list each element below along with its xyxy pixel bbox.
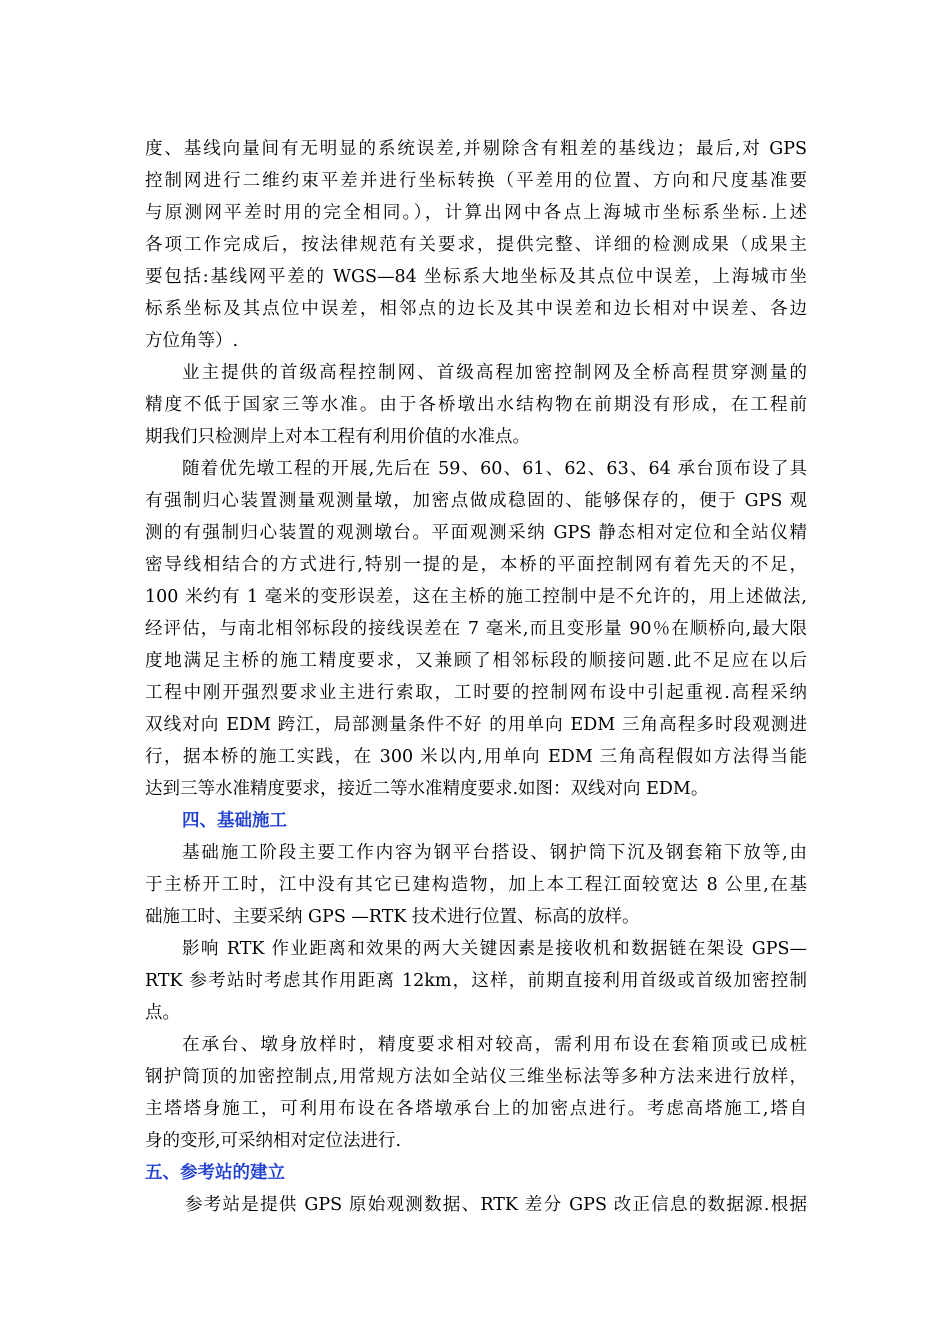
text-line: 参考站是提供 GPS 原始观测数据、RTK 差分 GPS 改正信息的数据源.根据: [185, 1195, 807, 1215]
text-line: 业主提供的首级高程控制网、首级高程加密控制网及全桥高程贯穿测量的: [182, 363, 807, 383]
paragraph-priority-piers: [145, 453, 807, 805]
text-line: 影响 RTK 作业距离和效果的两大关键因素是接收机和数据链在架设 GPS—: [182, 939, 807, 959]
text-line: 双线对向 EDM 跨江，局部测量条件不好 的用单向 EDM 三角高程多时段观测进: [145, 715, 807, 735]
text-line: 工程中刚开强烈要求业主进行索取，工时要的控制网布设中引起重视.高程采纳: [145, 683, 807, 703]
text-line: 础施工时、主要采纳 GPS —RTK 技术进行位置、标高的放样。: [145, 907, 640, 927]
paragraph-reference-station: [145, 1189, 807, 1221]
text-line: 于主桥开工时，江中没有其它已建构造物，加上本工程江面较宽达 8 公里,在基: [145, 875, 807, 895]
document-body: [145, 133, 807, 1221]
text-line: 100 米约有 1 毫米的变形误差，这在主桥的施工控制中是不允许的，用上述做法,: [145, 587, 807, 607]
text-line: 主塔塔身施工，可利用布设在各塔墩承台上的加密点进行。考虑高塔施工,塔自: [145, 1099, 807, 1119]
text-line: 身的变形,可采纳相对定位法进行.: [145, 1131, 402, 1151]
text-line: 点。: [145, 1003, 180, 1023]
text-line: 行，据本桥的施工实践，在 300 米以内,用单向 EDM 三角高程假如方法得当能: [145, 747, 807, 767]
text-line: 精度不低于国家三等水准。由于各桥墩出水结构物在前期没有形成，在工程前: [145, 395, 807, 415]
text-line: 期我们只检测岸上对本工程有利用价值的水准点。: [145, 427, 530, 447]
text-line: 经评估，与南北相邻标段的接线误差在 7 毫米,而且变形量 90％在顺桥向,最大限: [145, 619, 807, 639]
text-line: 标系坐标及其点位中误差，相邻点的边长及其中误差和边长相对中误差、各边: [145, 299, 807, 319]
paragraph-rtk-factors: [145, 933, 807, 1029]
text-line: 钢护筒顶的加密控制点,用常规方法如全站仪三维坐标法等多种方法来进行放样，: [145, 1067, 807, 1087]
section-heading-foundation: 四、基础施工: [182, 811, 287, 831]
text-line: 要包括:基线网平差的 WGS—84 坐标系大地坐标及其点位中误差，上海城市坐: [145, 267, 807, 287]
text-line: 有强制归心装置测量观测量墩，加密点做成稳固的、能够保存的，便于 GPS 观: [145, 491, 807, 511]
paragraph-elevation-control: [145, 357, 807, 453]
text-line: 度、基线向量间有无明显的系统误差,并剔除含有粗差的基线边；最后,对 GPS: [145, 139, 807, 159]
text-line: 与原测网平差时用的完全相同。），计算出网中各点上海城市坐标系坐标.上述: [145, 203, 807, 223]
text-line: 测的有强制归心装置的观测墩台。平面观测采纳 GPS 静态相对定位和全站仪精: [145, 523, 807, 543]
text-line: 基础施工阶段主要工作内容为钢平台搭设、钢护筒下沉及钢套箱下放等,由: [182, 843, 807, 863]
text-line: 方位角等）.: [145, 331, 239, 351]
text-line: 随着优先墩工程的开展,先后在 59、60、61、62、63、64 承台顶布设了具: [182, 459, 807, 479]
text-line: 控制网进行二维约束平差并进行坐标转换（平差用的位置、方向和尺度基准要: [145, 171, 807, 191]
text-line: 度地满足主桥的施工精度要求，又兼顾了相邻标段的顺接问题.此不足应在以后: [145, 651, 807, 671]
text-line: 密导线相结合的方式进行,特别一提的是，本桥的平面控制网有着先天的不足，: [145, 555, 807, 575]
text-line: 在承台、墩身放样时，精度要求相对较高，需利用布设在套箱顶或已成桩: [182, 1035, 807, 1055]
text-line: 各项工作完成后，按法律规范有关要求，提供完整、详细的检测成果（成果主: [145, 235, 807, 255]
paragraph-staking-out: [145, 1029, 807, 1157]
paragraph-gps-adjustment-continued: [145, 133, 807, 357]
section-heading-reference-station: 五、参考站的建立: [145, 1163, 285, 1183]
paragraph-foundation-construction: [145, 837, 807, 933]
text-line: RTK 参考站时考虑其作用距离 12km，这样，前期直接利用首级或首级加密控制: [145, 971, 807, 991]
text-line: 达到三等水准精度要求，接近二等水准精度要求.如图：双线对向 EDM。: [145, 779, 709, 799]
